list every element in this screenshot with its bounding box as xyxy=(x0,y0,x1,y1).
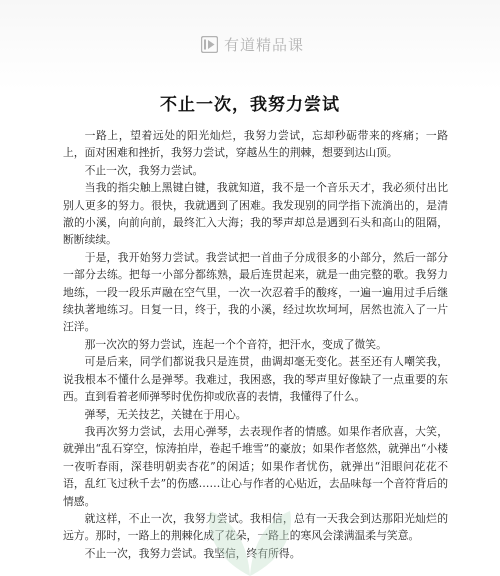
paragraph: 那一次次的努力尝试，连起一个个音符，把汗水，变成了微笑。 xyxy=(84,337,387,351)
paragraph: 就这样，不止一次，我努力尝试。我相信，总有一天我会到达那阳光灿烂的远方。那时，一路上的荆棘化成了花朵，一路上的寒风会漾满温柔与笑意。 xyxy=(63,511,448,543)
paragraph: 不止一次，我努力尝试。我坚信，终有所得。 xyxy=(84,546,301,560)
article-title: 不止一次，我努力尝试 xyxy=(160,95,340,115)
paragraph: 弹琴，无关技艺，关键在于用心。 xyxy=(84,407,247,421)
article-body xyxy=(63,127,448,562)
paragraph: 不止一次，我努力尝试。 xyxy=(84,163,204,177)
leaf-watermark-icon xyxy=(180,506,320,576)
paragraph: 一路上，望着远处的阳光灿烂，我努力尝试，忘却秒砺带来的疼痛；一路上，面对困难和挫折，我努力尝试，穿越丛生的荆棘，想要到达山顶。 xyxy=(63,129,448,160)
brand-name: 有道精品课 xyxy=(224,36,305,54)
paragraph: 于是，我开始努力尝试。我尝试把一首曲子分成很多的小部分，然后一部分一部分去练。把每一小部分都练熟，最后连贯起来，就是一曲完整的歌。我努力地练，一段一段乐声融在空气里，一次一次忍着手的酸疼，一遍一遍用过手后继续执著地练习。日复一日，终于，我的小溪，经过坎坎坷坷，居然也流入了一片汪洋。 xyxy=(63,250,448,334)
paragraph: 我再次努力尝试，去用心弹琴，去表现作者的情感。如果作者欣喜，大笑，就弹出“乱石穿空，惊涛拍岸，卷起千堆雪”的豪放；如果作者悠然，就弹出“小楼一夜听春雨，深巷明朝卖杏花”的闲适；如果作者忧伤，就弹出“泪眼问花花不语，乱红飞过秋千去”的伤感……让心与作者的心贴近，去品味每一个音符背后的情感。 xyxy=(63,424,448,508)
paragraph: 可是后来，同学们都说我只是连贯，曲调却毫无变化。甚至还有人嘲笑我，说我根本不懂什么是弹琴。我难过，我困惑，我的琴声里好像缺了一点重要的东西。直到看着老师弹琴时优伤抑或欣喜的表情，我懂得了什么。 xyxy=(63,355,448,404)
paragraph: 当我的指尖触上黑键白键，我就知道，我不是一个音乐天才，我必须付出比别人更多的努力。很快，我就遇到了困难。我发现别的同学指下流淌出的，是清澈的小溪，向前向前，最终汇入大海；我的琴声却总是遇到石头和高山的阻隔，断断续续。 xyxy=(63,181,448,247)
